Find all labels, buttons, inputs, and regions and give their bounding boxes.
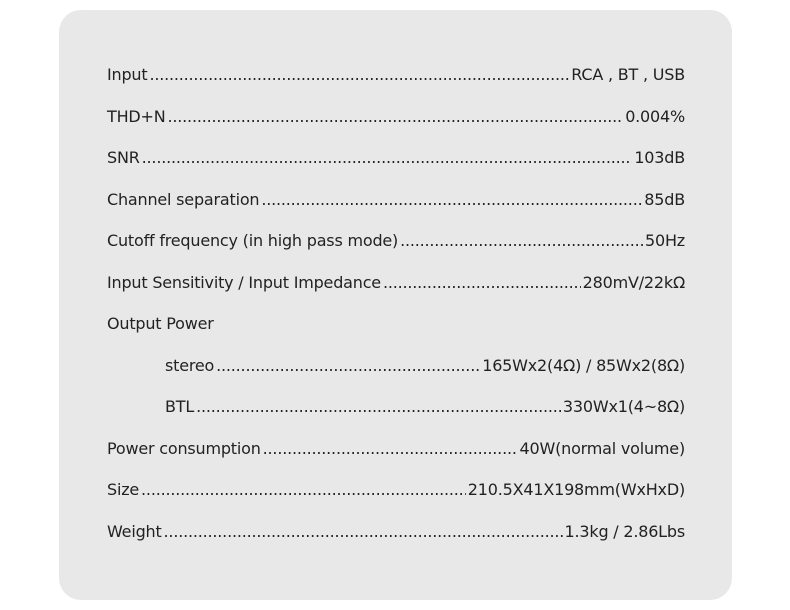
spec-row-btl xyxy=(107,396,685,438)
spec-section-label: Output Power xyxy=(107,314,214,333)
spec-label: THD+N xyxy=(107,106,166,126)
spec-row-size xyxy=(107,479,685,521)
spec-label: Input Sensitivity / Input Impedance xyxy=(107,272,381,292)
spec-row-input-sensitivity xyxy=(107,272,685,314)
spec-label: Power consumption xyxy=(107,438,261,458)
spec-value: 165Wx2(4Ω) / 85Wx2(8Ω) xyxy=(482,355,685,375)
spec-value: 50Hz xyxy=(645,231,685,250)
spec-label: SNR xyxy=(107,148,140,167)
leader-dots xyxy=(263,438,518,460)
leader-dots xyxy=(149,64,569,86)
leader-dots xyxy=(383,272,581,294)
spec-value: 85dB xyxy=(644,189,685,209)
spec-row-snr xyxy=(107,147,685,189)
spec-row-cutoff-frequency xyxy=(107,230,685,272)
spec-label: Weight xyxy=(107,521,162,541)
spec-label: Channel separation xyxy=(107,189,260,209)
leader-dots xyxy=(196,396,561,418)
spec-row-weight xyxy=(107,521,685,563)
spec-row-thdn xyxy=(107,106,685,148)
leader-dots xyxy=(168,106,624,128)
spec-row-stereo xyxy=(107,355,685,397)
spec-value: 280mV/22kΩ xyxy=(582,272,685,292)
spec-row-input xyxy=(107,64,685,106)
leader-dots xyxy=(142,147,633,169)
spec-value: 1.3kg / 2.86Lbs xyxy=(564,521,685,541)
leader-dots xyxy=(400,230,643,252)
spec-label: Size xyxy=(107,480,140,499)
leader-dots xyxy=(216,355,480,377)
spec-value: 0.004% xyxy=(625,106,685,126)
leader-dots xyxy=(261,189,642,211)
spec-value: 103dB xyxy=(634,148,685,167)
spec-value: RCA , BT , USB xyxy=(571,65,685,84)
spec-card xyxy=(59,10,732,600)
spec-row-channel-separation xyxy=(107,189,685,231)
spec-label: BTL xyxy=(165,397,195,416)
spec-row-output-power xyxy=(107,313,685,355)
spec-value: 330Wx1(4~8Ω) xyxy=(562,397,685,416)
spec-label: Input xyxy=(107,65,148,84)
spec-row-power-consumption xyxy=(107,438,685,480)
spec-list xyxy=(107,64,685,562)
leader-dots xyxy=(164,521,563,543)
spec-label: Cutoff frequency (in high pass mode) xyxy=(107,231,399,250)
leader-dots xyxy=(141,479,466,501)
spec-label: stereo xyxy=(165,355,215,375)
spec-value: 210.5X41X198mm(WxHxD) xyxy=(467,480,685,499)
spec-value: 40W(normal volume) xyxy=(519,438,685,458)
